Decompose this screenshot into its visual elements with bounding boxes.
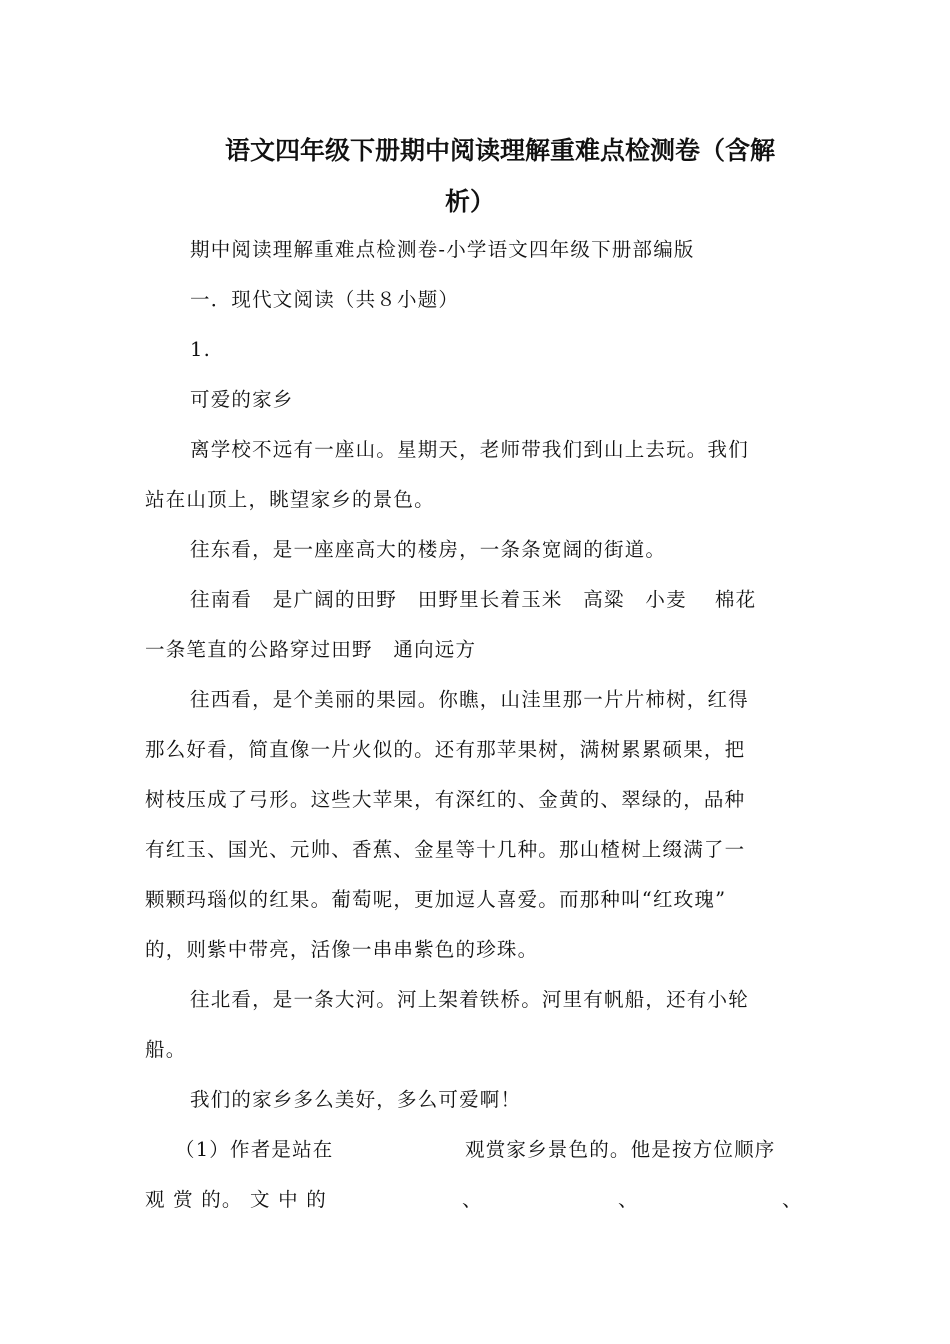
passage-title: 可爱的家乡 — [190, 388, 294, 411]
blank-separator: 、 — [462, 1188, 483, 1211]
passage-line: 站在山顶上，眺望家乡的景色。 — [145, 488, 435, 511]
passage-line: 那么好看，简直像一片火似的。还有那苹果树，满树累累硕果，把 — [145, 738, 746, 761]
document-subtitle: 期中阅读理解重难点检测卷-小学语文四年级下册部编版 — [190, 238, 695, 261]
question-number: 1. — [190, 338, 212, 361]
passage-line: 我们的家乡多么美好，多么可爱啊！ — [190, 1088, 522, 1111]
document-title-line-1: 语文四年级下册期中阅读理解重难点检测卷（含解 — [224, 136, 775, 165]
section-heading: 一．现代文阅读（共８小题） — [190, 288, 460, 311]
blank-separator: 、 — [782, 1188, 803, 1211]
question-1-part-a: （1）作者是站在 — [175, 1138, 334, 1161]
passage-line: 离学校不远有一座山。星期天，老师带我们到山上去玩。我们 — [190, 438, 749, 461]
passage-line: 往北看，是一条大河。河上架着铁桥。河里有帆船，还有小轮 — [190, 988, 749, 1011]
document-title-line-2: 析） — [444, 187, 495, 216]
passage-line: 一条笔直的公路穿过田野 通向远方 — [145, 638, 477, 661]
passage-line: 往东看，是一座座高大的楼房，一条条宽阔的街道。 — [190, 538, 667, 561]
blank-separator: 、 — [618, 1188, 639, 1211]
passage-line: 的，则紫中带亮，活像一串串紫色的珍珠。 — [145, 938, 539, 961]
passage-line: 船。 — [145, 1038, 187, 1061]
question-1-continued: 观 赏 的。 文 中 的 — [145, 1188, 327, 1211]
question-1-part-b: 观赏家乡景色的。他是按方位顺序 — [465, 1138, 776, 1161]
passage-line: 有红玉、国光、元帅、香蕉、金星等十几种。那山楂树上缀满了一 — [145, 838, 746, 861]
passage-line: 往南看 是广阔的田野 田野里长着玉米 高粱 小麦 棉花 — [190, 588, 757, 611]
passage-line: 树枝压成了弓形。这些大苹果，有深红的、金黄的、翠绿的，品种 — [145, 788, 746, 811]
passage-line: 往西看，是个美丽的果园。你瞧，山洼里那一片片柿树，红得 — [190, 688, 749, 711]
passage-line: 颗颗玛瑙似的红果。葡萄呢，更加逗人喜爱。而那种叫“红玫瑰” — [145, 888, 727, 911]
